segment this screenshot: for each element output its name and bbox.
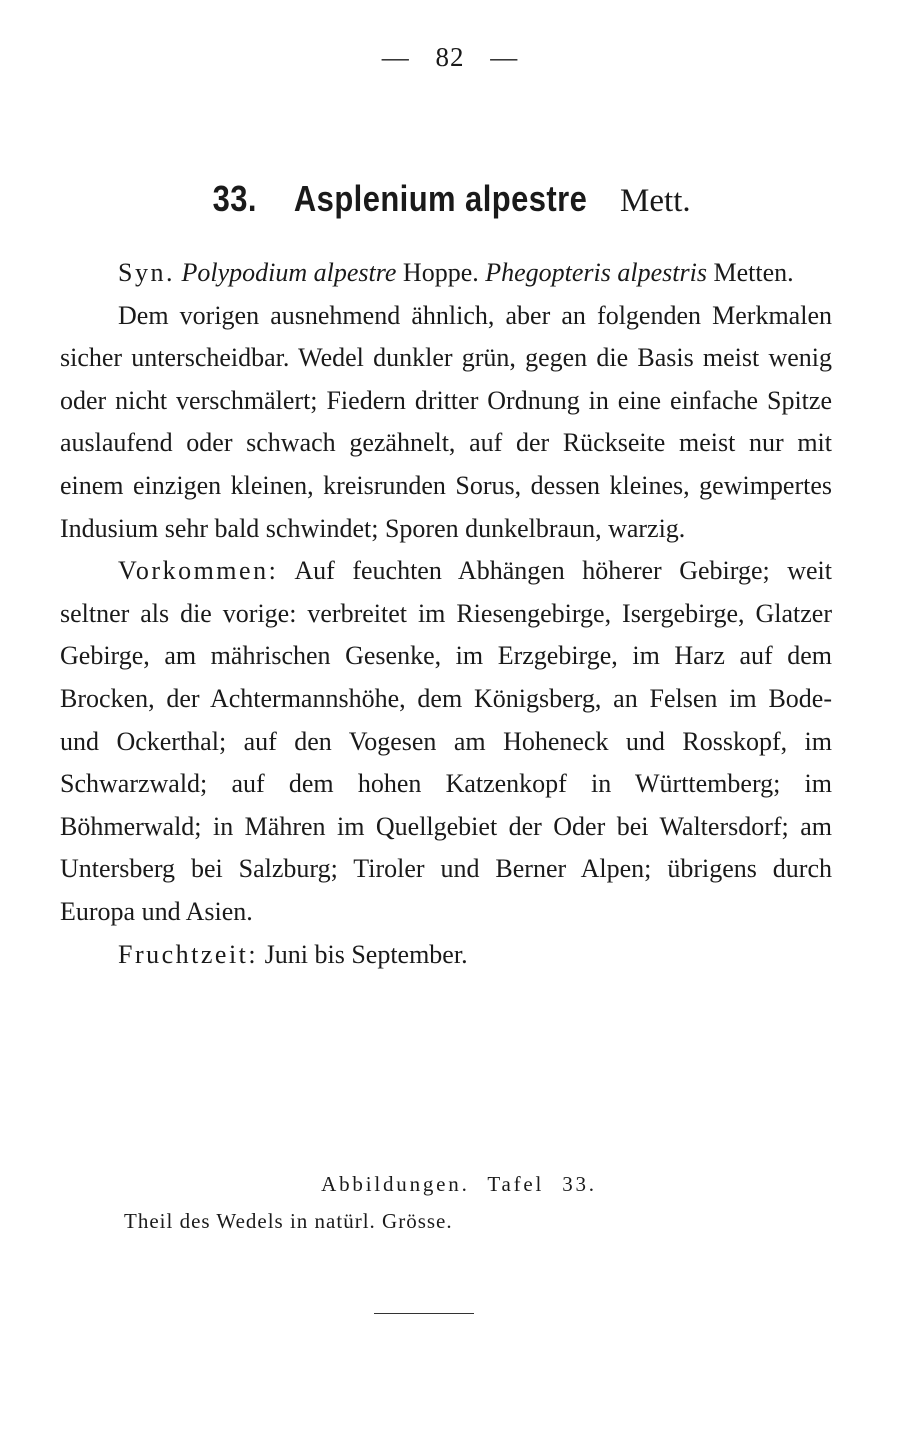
figure-caption-title: Abbildungen. Tafel 33. [321,1172,597,1196]
synonym-author-2: Metten. [713,258,794,287]
end-rule [374,1313,474,1314]
fruiting-label: Fruchtzeit: [118,939,259,969]
page-number: — 82 — [381,42,519,72]
synonym-name-1: Polypodium alpestre [181,258,397,287]
occurrence-label: Vorkommen: [118,556,279,586]
occurrence-paragraph [60,550,832,933]
synonym-author-1: Hoppe. [402,258,479,287]
description-paragraph: Dem vorigen ausnehmend ähnlich, aber an folgenden Merkmalen sicher unterscheidbar. Wedel dunkler grün, gegen die Basis meist wenig oder nicht verschmälert; Fiedern dritter Ordnung in eine einfache Spitze auslaufend oder schwach gezähnelt, auf der Rückseite meist nur mit einem einzigen kleinen, kreisrunden Sorus, dessen kleines, gewimpertes Indusium sehr bald schwindet; Sporen dunkelbraun, warzig. [60,300,832,543]
section-heading [0,178,900,220]
species-author: Mett. [620,183,691,219]
species-name: Asplenium alpestre [293,178,588,219]
occurrence-text: Auf feuchten Abhängen höherer Gebirge; weit seltner als die vorige: verbreitet im Riesengebirge, Isergebirge, Glatzer Gebirge, am mährischen Gesenke, im Erzgebirge, im Harz auf dem Brocken, der Achtermannshöhe, dem Königsberg, an Felsen im Bode- und Ockerthal; auf den Vogesen am Hoheneck und Rosskopf, im Schwarzwald; auf dem hohen Katzenkopf in Württemberg; im Böhmerwald; in Mähren im Quellgebiet der Oder bei Waltersdorf; am Untersberg bei Salzburg; Tiroler und Berner Alpen; übrigens durch Europa und Asien. [60,556,832,926]
body-text [60,252,832,976]
synonym-name-2: Phegopteris alpestris [485,258,707,287]
fruiting-text: Juni bis September. [264,939,468,969]
fruiting-paragraph [60,934,832,977]
synonyms-label: Syn. [118,258,175,287]
section-number: 33. [212,178,258,219]
figure-caption [0,1172,900,1234]
synonyms-paragraph [60,252,832,295]
figure-caption-subtitle: Theil des Wedels in natürl. Grösse. [124,1209,453,1233]
